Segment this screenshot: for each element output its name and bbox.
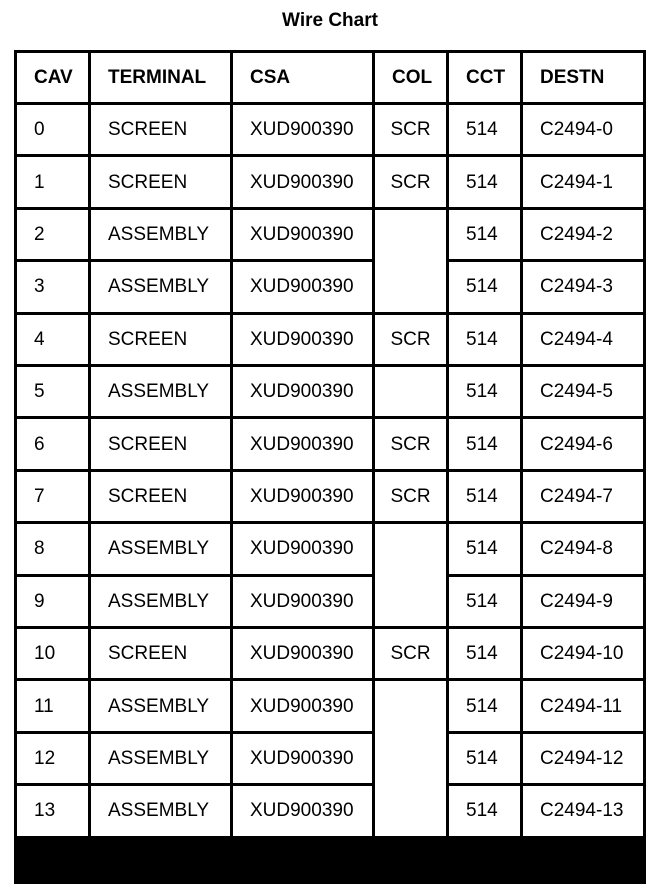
csa-cell: XUD900390 xyxy=(233,786,372,835)
csa-cell: XUD900390 xyxy=(233,419,372,468)
destn-cell: C2494-6 xyxy=(523,419,643,468)
col-cell-blank xyxy=(375,524,446,626)
destn-cell: C2494-7 xyxy=(523,472,643,521)
csa-cell: XUD900390 xyxy=(233,367,372,416)
column-header-cct: CCT xyxy=(449,53,520,102)
column-header-cav: CAV xyxy=(17,53,88,102)
destn-cell: C2494-11 xyxy=(523,681,643,730)
csa-cell: XUD900390 xyxy=(233,472,372,521)
cav-cell: 13 xyxy=(17,786,88,835)
destn-cell: C2494-9 xyxy=(523,577,643,626)
cct-cell: 514 xyxy=(449,262,520,311)
cav-cell: 2 xyxy=(17,210,88,259)
destn-cell: C2494-2 xyxy=(523,210,643,259)
destn-cell: C2494-13 xyxy=(523,786,643,835)
terminal-cell: SCREEN xyxy=(91,629,230,678)
destn-cell: C2494-8 xyxy=(523,524,643,573)
csa-cell: XUD900390 xyxy=(233,210,372,259)
terminal-cell: SCREEN xyxy=(91,419,230,468)
csa-cell: XUD900390 xyxy=(233,577,372,626)
cct-cell: 514 xyxy=(449,629,520,678)
cct-cell: 514 xyxy=(449,157,520,206)
col-cell: SCR xyxy=(375,419,446,468)
destn-cell: C2494-5 xyxy=(523,367,643,416)
destn-cell: C2494-3 xyxy=(523,262,643,311)
column-header-destn: DESTN xyxy=(523,53,643,102)
cav-cell: 0 xyxy=(17,105,88,154)
col-cell: SCR xyxy=(375,157,446,206)
terminal-cell: ASSEMBLY xyxy=(91,786,230,835)
terminal-cell: ASSEMBLY xyxy=(91,524,230,573)
terminal-cell: ASSEMBLY xyxy=(91,367,230,416)
column-header-col: COL xyxy=(375,53,446,102)
cav-cell: 10 xyxy=(17,629,88,678)
cct-cell: 514 xyxy=(449,105,520,154)
cav-cell: 9 xyxy=(17,577,88,626)
col-cell: SCR xyxy=(375,629,446,678)
cav-cell: 6 xyxy=(17,419,88,468)
col-cell-blank xyxy=(375,681,446,835)
terminal-cell: SCREEN xyxy=(91,105,230,154)
csa-cell: XUD900390 xyxy=(233,262,372,311)
col-cell: SCR xyxy=(375,105,446,154)
col-cell-blank xyxy=(375,367,446,416)
terminal-cell: ASSEMBLY xyxy=(91,577,230,626)
terminal-cell: SCREEN xyxy=(91,157,230,206)
cct-cell: 514 xyxy=(449,419,520,468)
col-cell-blank xyxy=(375,210,446,312)
csa-cell: XUD900390 xyxy=(233,105,372,154)
destn-cell: C2494-4 xyxy=(523,315,643,364)
terminal-cell: SCREEN xyxy=(91,472,230,521)
cct-cell: 514 xyxy=(449,315,520,364)
destn-cell: C2494-0 xyxy=(523,105,643,154)
column-header-csa: CSA xyxy=(233,53,372,102)
terminal-cell: ASSEMBLY xyxy=(91,734,230,783)
cct-cell: 514 xyxy=(449,524,520,573)
col-cell: SCR xyxy=(375,315,446,364)
cav-cell: 11 xyxy=(17,681,88,730)
cav-cell: 12 xyxy=(17,734,88,783)
cav-cell: 7 xyxy=(17,472,88,521)
csa-cell: XUD900390 xyxy=(233,734,372,783)
cct-cell: 514 xyxy=(449,210,520,259)
cct-cell: 514 xyxy=(449,577,520,626)
cav-cell: 3 xyxy=(17,262,88,311)
wire-chart-table xyxy=(14,50,646,884)
csa-cell: XUD900390 xyxy=(233,681,372,730)
terminal-cell: ASSEMBLY xyxy=(91,681,230,730)
page-title: Wire Chart xyxy=(282,10,378,31)
cav-cell: 4 xyxy=(17,315,88,364)
csa-cell: XUD900390 xyxy=(233,629,372,678)
terminal-cell: ASSEMBLY xyxy=(91,210,230,259)
csa-cell: XUD900390 xyxy=(233,157,372,206)
cct-cell: 514 xyxy=(449,681,520,730)
csa-cell: XUD900390 xyxy=(233,315,372,364)
csa-cell: XUD900390 xyxy=(233,524,372,573)
cav-cell: 1 xyxy=(17,157,88,206)
destn-cell: C2494-12 xyxy=(523,734,643,783)
col-cell: SCR xyxy=(375,472,446,521)
cct-cell: 514 xyxy=(449,786,520,835)
cct-cell: 514 xyxy=(449,367,520,416)
cct-cell: 514 xyxy=(449,472,520,521)
destn-cell: C2494-1 xyxy=(523,157,643,206)
destn-cell: C2494-10 xyxy=(523,629,643,678)
cav-cell: 5 xyxy=(17,367,88,416)
column-header-terminal: TERMINAL xyxy=(91,53,230,102)
cct-cell: 514 xyxy=(449,734,520,783)
terminal-cell: ASSEMBLY xyxy=(91,262,230,311)
cav-cell: 8 xyxy=(17,524,88,573)
terminal-cell: SCREEN xyxy=(91,315,230,364)
